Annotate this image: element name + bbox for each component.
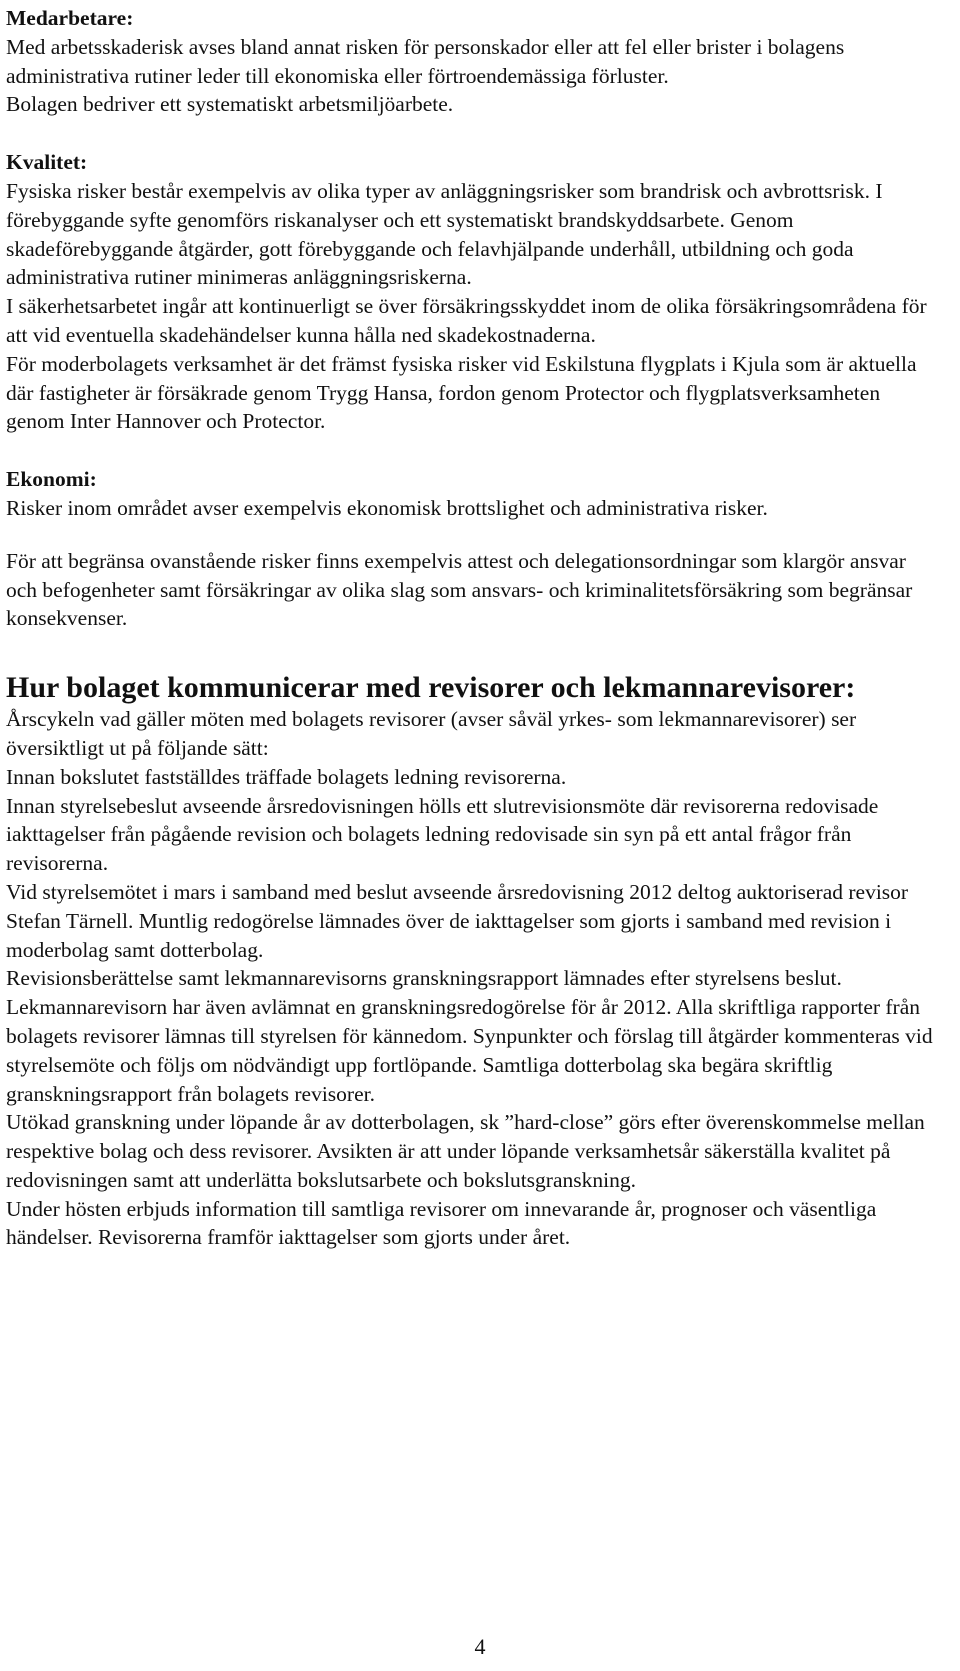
paragraph: Risker inom området avser exempelvis ekonomisk brottslighet och administrativa risker. — [6, 495, 768, 520]
paragraph: För att begränsa ovanstående risker finns exempelvis attest och delegationsordningar som klargör ansvar och befogenheter samt försäkringar av olika slag som ansvars- och kriminalitetsförsäkring som begränsar konsekvenser. — [6, 548, 913, 631]
paragraph: Utökad granskning under löpande år av dotterbolagen, sk ”hard-close” görs efter överenskommelse mellan respektive bolag och dess revisorer. Avsikten är att under löpande verksamhetsår säkerställa kvalitet på redovisningen samt att underlätta bokslutsarbete och bokslutsgranskning. — [6, 1110, 925, 1192]
page-content — [6, 4, 941, 1252]
paragraph: I säkerhetsarbetet ingår att kontinuerligt se över försäkringsskyddet inom de olika försäkringsområdena för att vid eventuella skadehändelser kunna hålla ned skadekostnaderna. — [6, 294, 927, 347]
paragraph: Innan bokslutet fastställdes träffade bolagets ledning revisorerna. — [6, 764, 567, 789]
page-number: 4 — [474, 1634, 486, 1659]
section-heading-revisorer: Hur bolaget kommunicerar med revisorer och lekmannarevisorer: — [6, 671, 856, 705]
paragraph: Vid styrelsemötet i mars i samband med beslut avseende årsredovisning 2012 deltog auktoriserad revisor Stefan Tärnell. Muntlig redogörelse lämnades över de iakttagelser som gjorts i samband med revision i moderbolag samt dotterbolag. — [6, 879, 909, 962]
paragraph: Fysiska risker består exempelvis av olika typer av anläggningsrisker som brandrisk och avbrottsrisk. I förebyggande syfte genomförs riskanalyser och ett systematiskt brandskyddsarbete. Genom skadeförebyggande åtgärder, gott förebyggande och felavhjälpande underhåll, utbildning och goda administrativa rutiner minimeras anläggningsriskerna. — [6, 178, 883, 290]
paragraph: Under hösten erbjuds information till samtliga revisorer om innevarande år, prognoser och väsentliga händelser. Revisorerna framför iakttagelser som gjorts under året. — [6, 1196, 877, 1250]
section-heading-ekonomi: Ekonomi: — [6, 467, 97, 492]
paragraph: Bolagen bedriver ett systematiskt arbetsmiljöarbete. — [6, 92, 454, 117]
section-heading-kvalitet: Kvalitet: — [6, 150, 88, 175]
paragraph: För moderbolagets verksamhet är det främst fysiska risker vid Eskilstuna flygplats i Kjula som är aktuella där fastigheter är försäkrade genom Trygg Hansa, fordon genom Protector och flygplatsverksamheten genom Inter Hannover och Protector. — [6, 351, 917, 434]
paragraph: Med arbetsskaderisk avses bland annat risken för personskador eller att fel eller brister i bolagens administrativa rutiner leder till ekonomiska eller förtroendemässiga förluster. — [6, 34, 845, 88]
paragraph: Årscykeln vad gäller möten med bolagets revisorer (avser såväl yrkes- som lekmannarevisorer) ser översiktligt ut på följande sätt: — [6, 707, 857, 760]
section-heading-medarbetare: Medarbetare: — [6, 6, 134, 30]
paragraph: Innan styrelsebeslut avseende årsredovisningen hölls ett slutrevisionsmöte där revisorerna redovisade iakttagelser från pågående revision och bolagets ledning redovisade sin syn på ett antal frågor från revisorerna. — [6, 793, 879, 876]
paragraph: Revisionsberättelse samt lekmannarevisorns granskningsrapport lämnades efter styrelsens beslut. Lekmannarevisorn har även avlämnat en granskningsredogörelse för år 2012. Alla skriftliga rapporter från bolagets revisorer lämnas till styrelsen för kännedom. Synpunkter och förslag till åtgärder kommenteras vid styrelsemöte och följs om nödvändigt upp fortlöpande. Samtliga dotterbolag ska begära skriftlig granskningsrapport från bolagets revisorer. — [6, 966, 933, 1106]
